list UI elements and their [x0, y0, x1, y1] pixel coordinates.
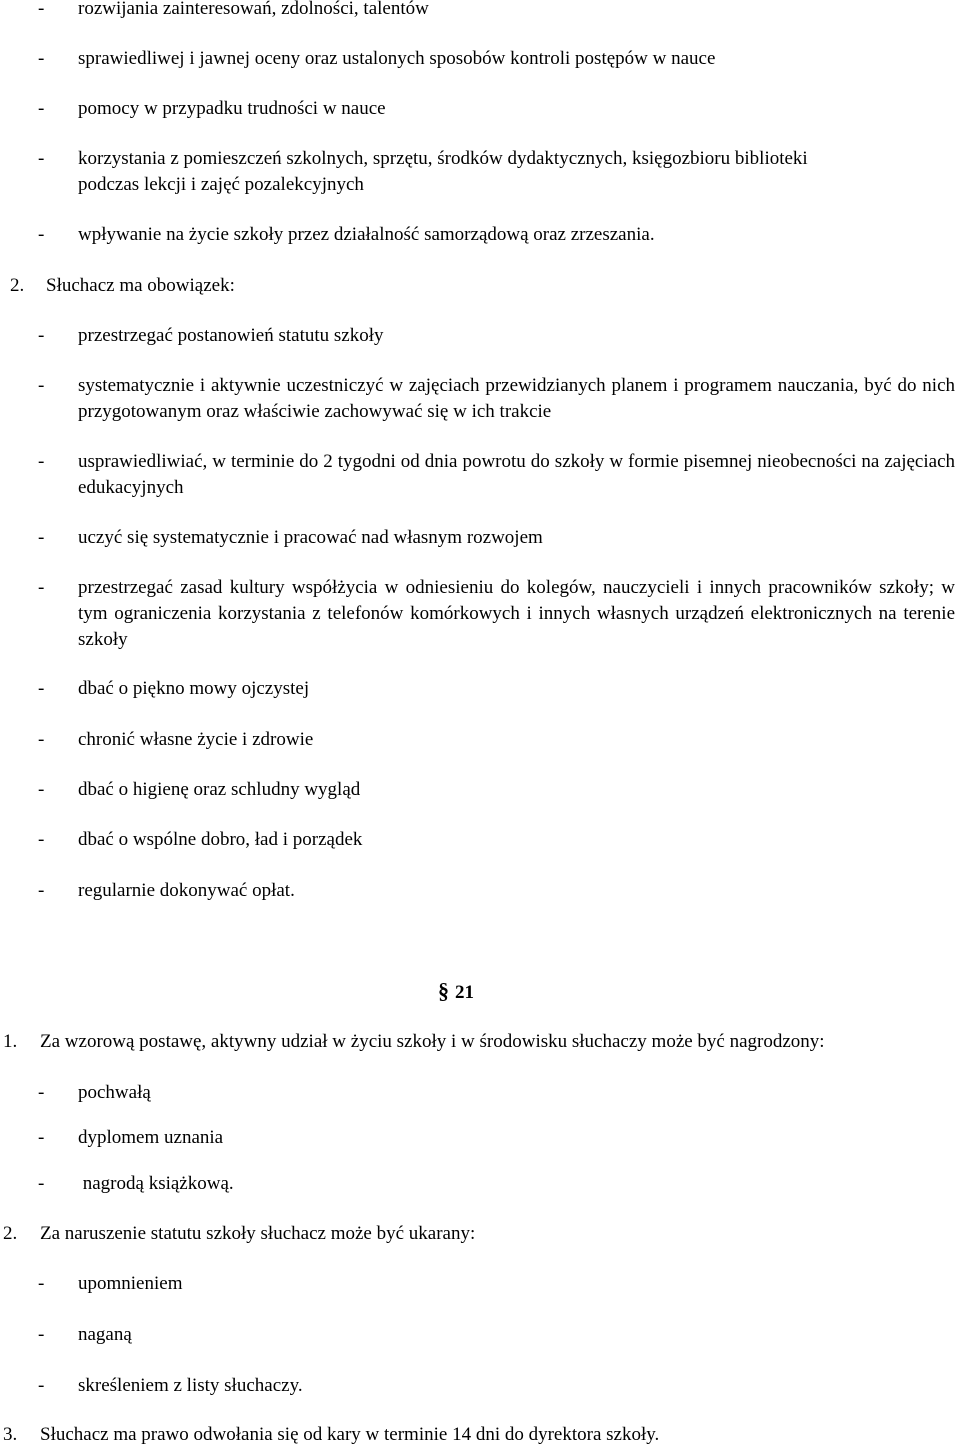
- list-dash: -: [38, 451, 45, 472]
- list-dash: -: [38, 1127, 45, 1148]
- list-dash: -: [38, 0, 45, 19]
- section-title: Słuchacz ma obowiązek:: [46, 275, 235, 296]
- point-text: Za naruszenie statutu szkoły słuchacz może być ukarany:: [40, 1223, 476, 1244]
- point-text: Słuchacz ma prawo odwołania się od kary w terminie 14 dni do dyrektora szkoły.: [40, 1424, 660, 1445]
- list-dash: -: [38, 880, 45, 901]
- list-dash: -: [38, 729, 45, 750]
- list-item: korzystania z pomieszczeń szkolnych, sprzętu, środków dydaktycznych, księgozbioru biblioteki: [78, 148, 808, 169]
- point-number: 3.: [3, 1424, 18, 1445]
- list-item: skreśleniem z listy słuchaczy.: [78, 1375, 303, 1396]
- list-dash: -: [38, 1273, 45, 1294]
- list-item: dbać o wspólne dobro, ład i porządek: [78, 829, 363, 850]
- paragraph-number: 21: [455, 982, 474, 1003]
- list-dash: -: [38, 325, 45, 346]
- list-dash: -: [38, 678, 45, 699]
- list-dash: -: [38, 98, 45, 119]
- list-dash: -: [38, 48, 45, 69]
- list-item: usprawiedliwiać, w terminie do 2 tygodni od dnia powrotu do szkoły w formie pisemnej nieobecności na zajęciach edukacyjnych: [78, 451, 955, 498]
- list-item: nagrodą książkową.: [78, 1173, 234, 1194]
- list-item: przestrzegać zasad kultury współżycia w odniesieniu do kolegów, nauczycieli i innych pracowników szkoły; w tym ograniczenia korzystania z telefonów komórkowych i innych własnych urządzeń elektronicznych na terenie szkoły: [78, 577, 955, 650]
- list-item: pomocy w przypadku trudności w nauce: [78, 98, 386, 119]
- list-item: naganą: [78, 1324, 132, 1345]
- list-item: rozwijania zainteresowań, zdolności, talentów: [78, 0, 429, 19]
- point-number: 2.: [3, 1223, 18, 1244]
- list-item: dyplomem uznania: [78, 1127, 224, 1148]
- point-text: Za wzorową postawę, aktywny udział w życiu szkoły i w środowisku słuchaczy może być nagrodzony:: [40, 1031, 825, 1052]
- list-dash: -: [38, 577, 45, 598]
- list-dash: -: [38, 1324, 45, 1345]
- list-item: pochwałą: [78, 1082, 151, 1103]
- list-item: dbać o piękno mowy ojczystej: [78, 678, 310, 699]
- list-item: upomnieniem: [78, 1273, 183, 1294]
- list-dash: -: [38, 1082, 45, 1103]
- list-item: systematycznie i aktywnie uczestniczyć w zajęciach przewidzianych planem i programem nauczania, być do nich przygotowanym oraz właściwie zachowywać się w ich trakcie: [78, 375, 955, 422]
- list-item: chronić własne życie i zdrowie: [78, 729, 314, 750]
- list-item: sprawiedliwej i jawnej oceny oraz ustalonych sposobów kontroli postępów w nauce: [78, 48, 716, 69]
- section-number: 2.: [10, 275, 25, 296]
- list-dash: -: [38, 1173, 45, 1194]
- list-dash: -: [38, 148, 45, 169]
- list-dash: -: [38, 375, 45, 396]
- list-dash: -: [38, 779, 45, 800]
- section-symbol: §: [438, 978, 449, 1003]
- list-item: wpływanie na życie szkoły przez działalność samorządową oraz zrzeszania.: [78, 224, 655, 245]
- list-dash: -: [38, 829, 45, 850]
- list-dash: -: [38, 527, 45, 548]
- paragraph-heading: [438, 976, 474, 1008]
- list-item: regularnie dokonywać opłat.: [78, 880, 295, 901]
- list-item: dbać o higienę oraz schludny wygląd: [78, 779, 361, 800]
- list-item-continuation: podczas lekcji i zajęć pozalekcyjnych: [78, 174, 364, 195]
- list-item: uczyć się systematycznie i pracować nad własnym rozwojem: [78, 527, 543, 548]
- list-dash: -: [38, 1375, 45, 1396]
- point-number: 1.: [3, 1031, 18, 1052]
- list-dash: -: [38, 224, 45, 245]
- list-item: przestrzegać postanowień statutu szkoły: [78, 325, 384, 346]
